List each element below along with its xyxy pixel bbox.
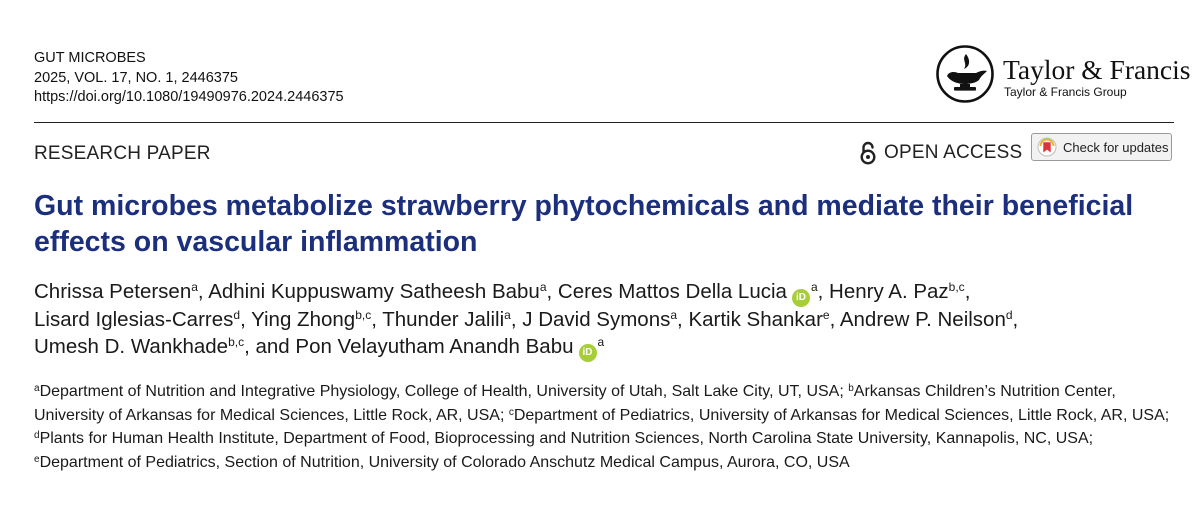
check-for-updates-label: Check for updates: [1063, 139, 1169, 155]
author-list: [34, 279, 1174, 362]
affiliation-key: e: [34, 453, 40, 465]
journal-name: GUT MICROBES: [34, 50, 146, 66]
check-for-updates-button[interactable]: [1031, 133, 1172, 161]
affiliation-key: c: [508, 406, 514, 418]
orcid-id-icon[interactable]: iD: [792, 289, 810, 307]
author-name: Chrissa Petersen: [34, 280, 192, 303]
author-affiliation-mark: a: [504, 308, 511, 322]
affiliation-text: Plants for Human Health Institute, Department of Food, Bioprocessing and Nutrition Sciences, North Carolina State University, Kannapolis, NC, USA;: [39, 430, 1094, 447]
author-affiliation-mark: a: [670, 308, 678, 322]
author-separator: ,: [677, 308, 689, 331]
article-title: Gut microbes metabolize strawberry phytochemicals and mediate their beneficial effects on vascular inflammation: [34, 190, 1134, 258]
author-separator: , and: [244, 334, 296, 358]
author-name: Umesh D. Wankhade: [34, 334, 229, 358]
author-name: Thunder Jalili: [382, 308, 505, 331]
author-affiliation-mark: a: [597, 334, 605, 349]
author-affiliation-mark: a: [191, 280, 198, 294]
author-affiliation-mark: d: [1005, 308, 1013, 322]
author-name: Ceres Mattos Della Lucia: [557, 280, 787, 303]
author-separator: ,: [817, 280, 830, 303]
author-separator: ,: [546, 280, 558, 303]
author-affiliation-mark: d: [233, 308, 241, 322]
affiliation-text: Department of Pediatrics, University of Arkansas for Medical Sciences, Little Rock, AR, USA;: [513, 406, 1170, 424]
affiliation-key: d: [34, 430, 40, 441]
author-separator: ,: [829, 308, 840, 331]
author-name: Ying Zhong: [251, 308, 356, 331]
affiliation-text: Arkansas Children’s Nutrition Center, University of Arkansas for Medical Sciences, Little Rock, AR, USA;: [34, 383, 1116, 424]
author-separator: ,: [197, 280, 209, 303]
open-padlock-icon: [858, 141, 878, 165]
author-separator: ,: [964, 280, 971, 303]
author-name: Andrew P. Neilson: [839, 308, 1006, 331]
affiliation-key: a: [34, 383, 40, 394]
author-name: Kartik Shankar: [688, 308, 823, 331]
orcid-id-icon[interactable]: iD: [579, 344, 597, 362]
journal-info: [34, 49, 344, 108]
author-name: Lisard Iglesias-Carres: [34, 308, 234, 331]
affiliation-text: Department of Nutrition and Integrative Physiology, College of Health, University of Utah, Salt Lake City, UT, USA;: [39, 383, 849, 400]
author-name: Henry A. Paz: [829, 280, 949, 303]
publisher-name: Taylor & Francis: [1003, 54, 1191, 85]
author-name: J David Symons: [522, 308, 671, 331]
affiliation-key: b: [848, 383, 854, 394]
open-access-indicator: [858, 141, 1022, 165]
author-separator: ,: [1012, 308, 1019, 331]
journal-volume: 2025, VOL. 17, NO. 1, 2446375: [34, 69, 238, 86]
affiliation-text: Department of Pediatrics, Section of Nutrition, University of Colorado Anschutz Medical Campus, Aurora, CO, USA: [39, 453, 850, 471]
crossmark-bookmark-icon: [1037, 137, 1057, 157]
author-separator: ,: [510, 308, 523, 331]
open-access-label: OPEN ACCESS: [884, 142, 1023, 163]
article-type: RESEARCH PAPER: [34, 143, 211, 164]
author-affiliation-mark: a: [539, 280, 547, 294]
author-affiliation-mark: a: [810, 280, 818, 294]
affiliations: [34, 380, 1174, 474]
author-separator: ,: [371, 308, 383, 331]
author-separator: ,: [240, 308, 252, 331]
header-divider: [34, 122, 1174, 123]
oil-lamp-logo-icon: [935, 44, 995, 104]
publisher-group: Taylor & Francis Group: [1004, 85, 1127, 99]
author-name: Pon Velayutham Anandh Babu: [295, 334, 574, 358]
author-affiliation-mark: b,c: [948, 280, 965, 294]
author-name: Adhini Kuppuswamy Satheesh Babu: [208, 280, 540, 303]
author-affiliation-mark: e: [822, 308, 830, 322]
journal-doi-link[interactable]: https://doi.org/10.1080/19490976.2024.2446375: [34, 89, 344, 105]
author-affiliation-mark: b,c: [228, 334, 245, 349]
author-affiliation-mark: b,c: [355, 308, 372, 322]
